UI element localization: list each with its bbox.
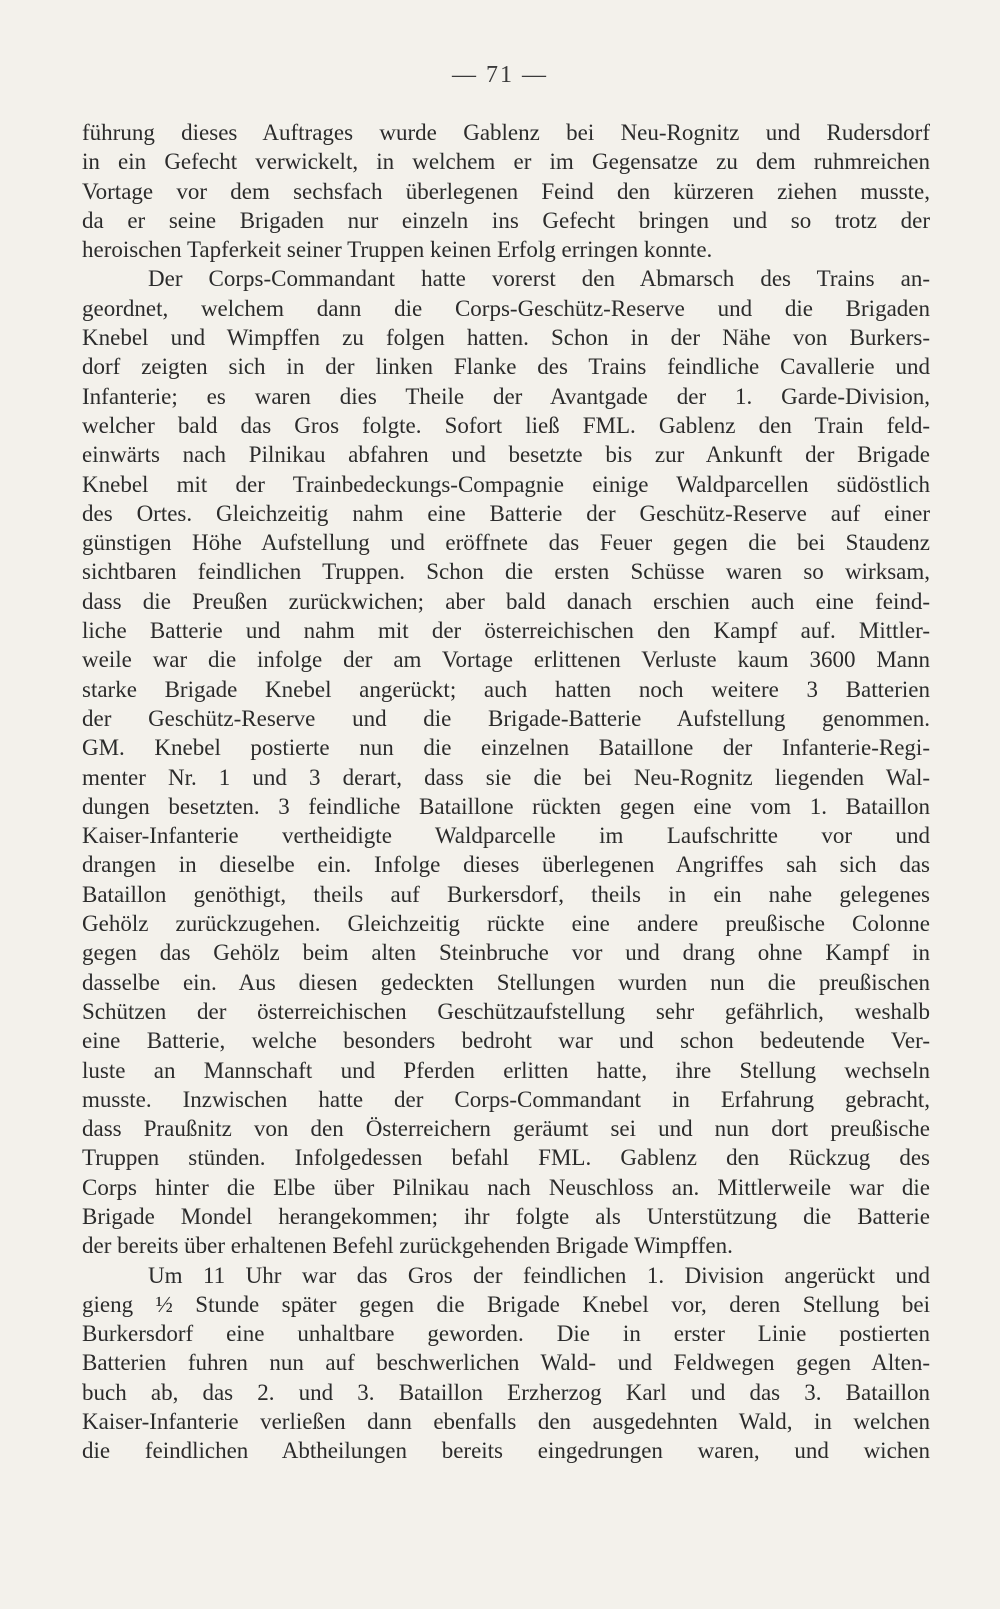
text-line: der bereits über erhaltenen Befehl zurückgehenden Brigade Wimpffen.: [82, 1233, 733, 1259]
text-line: dass Praußnitz von den Österreichern geräumt sei und nun dort preußische: [82, 1116, 930, 1142]
text-line: weile war die infolge der am Vortage erlittenen Verluste kaum 3600 Mann: [82, 647, 930, 673]
text-line: Knebel und Wimpffen zu folgen hatten. Schon in der Nähe von Burkers-: [82, 325, 930, 351]
text-line: in ein Gefecht verwickelt, in welchem er im Gegensatze zu dem ruhmreichen: [82, 149, 930, 175]
text-line: geordnet, welchem dann die Corps-Geschütz-Reserve und die Brigaden: [82, 295, 930, 321]
text-line: dass die Preußen zurückwichen; aber bald danach erschien auch eine feind-: [82, 588, 930, 614]
text-line: Vortage vor dem sechsfach überlegenen Feind den kürzeren ziehen musste,: [82, 178, 930, 204]
text-line: GM. Knebel postierte nun die einzelnen Bataillone der Infanterie-Regi-: [82, 735, 930, 761]
text-line: einwärts nach Pilnikau abfahren und besetzte bis zur Ankunft der Brigade: [82, 442, 930, 468]
text-line: Kaiser-Infanterie vertheidigte Waldparcelle im Laufschritte vor und: [82, 823, 930, 849]
text-line: Truppen stünden. Infolgedessen befahl FML. Gablenz den Rückzug des: [82, 1145, 930, 1171]
paragraph-start-line: Um 11 Uhr war das Gros der feindlichen 1. Division angerückt und: [148, 1262, 930, 1288]
page-number: — 71 —: [452, 62, 548, 88]
text-line: Burkersdorf eine unhaltbare geworden. Die in erster Linie postierten: [82, 1321, 930, 1347]
text-line: Schützen der österreichischen Geschützaufstellung sehr gefährlich, weshalb: [82, 998, 930, 1024]
text-line: Bataillon genöthigt, theils auf Burkersdorf, theils in ein nahe gelegenes: [82, 881, 930, 907]
text-line: musste. Inzwischen hatte der Corps-Commandant in Erfahrung gebracht,: [82, 1086, 930, 1112]
text-line: Infanterie; es waren dies Theile der Avantgade der 1. Garde-Division,: [82, 383, 930, 409]
text-line: der Geschütz-Reserve und die Brigade-Batterie Aufstellung genommen.: [82, 705, 930, 731]
text-line: gegen das Gehölz beim alten Steinbruche vor und drang ohne Kampf in: [82, 940, 930, 966]
text-line: heroischen Tapferkeit seiner Truppen keinen Erfolg erringen konnte.: [82, 237, 713, 263]
text-line: die feindlichen Abtheilungen bereits eingedrungen waren, und wichen: [82, 1438, 930, 1464]
paragraph-start-line: Der Corps-Commandant hatte vorerst den Abmarsch des Trains an-: [148, 266, 930, 292]
body-text: [82, 118, 930, 1466]
text-line: welcher bald das Gros folgte. Sofort ließ FML. Gablenz den Train feld-: [82, 412, 930, 438]
text-line: dasselbe ein. Aus diesen gedeckten Stellungen wurden nun die preußischen: [82, 969, 930, 995]
text-line: Knebel mit der Trainbedeckungs-Compagnie einige Waldparcellen südöstlich: [82, 471, 930, 497]
text-line: menter Nr. 1 und 3 derart, dass sie die bei Neu-Rognitz liegenden Wal-: [82, 764, 930, 790]
text-line: luste an Mannschaft und Pferden erlitten hatte, ihre Stellung wechseln: [82, 1057, 930, 1083]
text-line: des Ortes. Gleichzeitig nahm eine Batterie der Geschütz-Reserve auf einer: [82, 500, 930, 526]
text-line: Gehölz zurückzugehen. Gleichzeitig rückte eine andere preußische Colonne: [82, 911, 930, 937]
text-line: dorf zeigten sich in der linken Flanke des Trains feindliche Cavallerie und: [82, 354, 930, 380]
text-line: Batterien fuhren nun auf beschwerlichen Wald- und Feldwegen gegen Alten-: [82, 1350, 930, 1376]
text-line: sichtbaren feindlichen Truppen. Schon die ersten Schüsse waren so wirksam,: [82, 559, 930, 585]
text-line: Brigade Mondel herangekommen; ihr folgte als Unterstützung die Batterie: [82, 1203, 930, 1229]
text-line: liche Batterie und nahm mit der österreichischen den Kampf auf. Mittler-: [82, 618, 930, 644]
text-line: günstigen Höhe Aufstellung und eröffnete das Feuer gegen die bei Staudenz: [82, 530, 930, 556]
text-line: dungen besetzten. 3 feindliche Bataillone rückten gegen eine vom 1. Bataillon: [82, 793, 930, 819]
text-line: Kaiser-Infanterie verließen dann ebenfalls den ausgedehnten Wald, in welchen: [82, 1409, 930, 1435]
text-line: buch ab, das 2. und 3. Bataillon Erzherzog Karl und das 3. Bataillon: [82, 1379, 930, 1405]
text-line: drangen in dieselbe ein. Infolge dieses überlegenen Angriffes sah sich das: [82, 852, 930, 878]
text-line: gieng ½ Stunde später gegen die Brigade Knebel vor, deren Stellung bei: [82, 1291, 930, 1317]
text-line: starke Brigade Knebel angerückt; auch hatten noch weitere 3 Batterien: [82, 676, 930, 702]
text-line: da er seine Brigaden nur einzeln ins Gefecht bringen und so trotz der: [82, 207, 930, 233]
text-line: eine Batterie, welche besonders bedroht war und schon bedeutende Ver-: [82, 1028, 930, 1054]
text-line: Corps hinter die Elbe über Pilnikau nach Neuschloss an. Mittlerweile war die: [82, 1174, 930, 1200]
text-line: führung dieses Auftrages wurde Gablenz bei Neu-Rognitz und Rudersdorf: [82, 120, 930, 145]
